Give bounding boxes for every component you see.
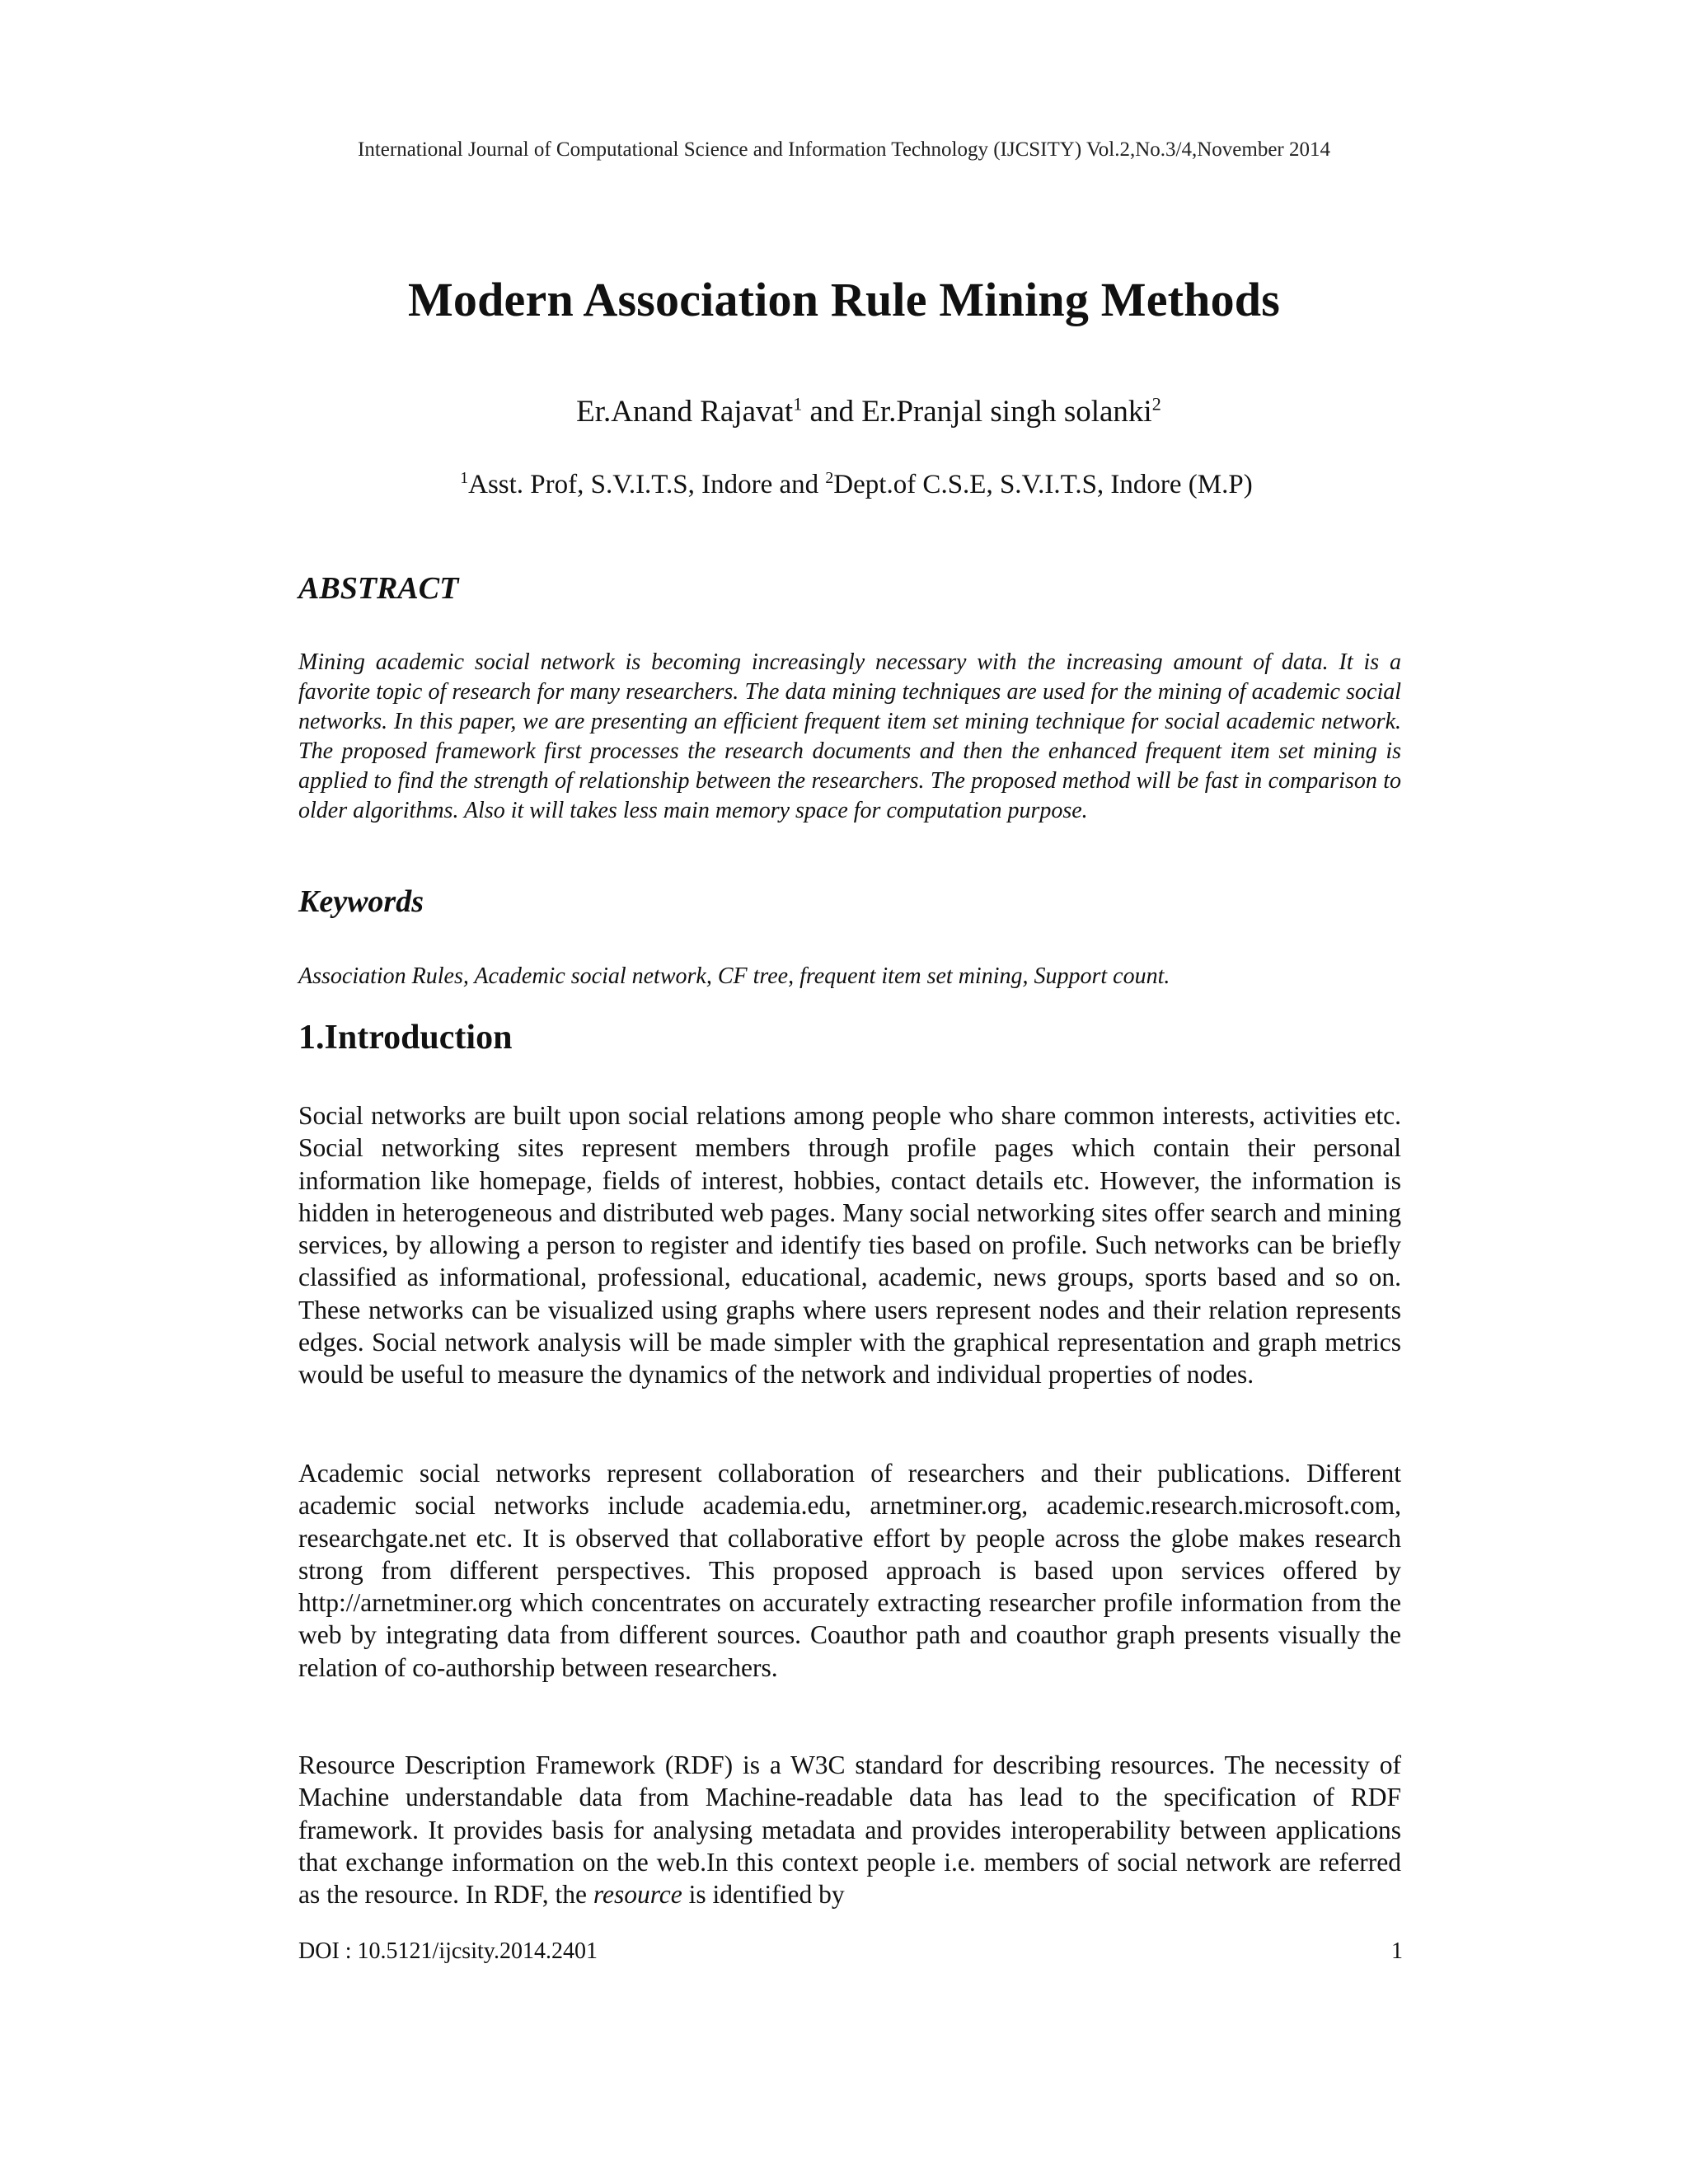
author-2-superscript: 2 <box>1151 393 1161 415</box>
abstract-text: Mining academic social network is becoming increasingly necessary with the increasing amount of data. It is a favorite topic of research for many researchers. The data mining techniques are used for the mining of academic social networks. In this paper, we are presenting an efficient frequent item set mining technique for social academic network. The proposed framework first processes the research documents and then the enhanced frequent item set mining is applied to find the strength of relationship between the researchers. The proposed method will be fast in comparison to older algorithms. Also it will takes less main memory space for computation purpose. <box>298 649 1401 823</box>
introduction-paragraph-3 <box>298 1749 1401 1910</box>
affiliation-1-superscript: 1 <box>460 469 469 487</box>
introduction-heading: 1.Introduction <box>298 1019 513 1057</box>
paper-title: Modern Association Rule Mining Methods <box>407 273 1281 326</box>
author-line <box>0 394 1688 429</box>
paragraph-3-emphasis: resource <box>593 1880 682 1910</box>
affiliation-1: Asst. Prof, S.V.I.T.S, Indore and <box>468 470 826 499</box>
introduction-paragraph-1: Social networks are built upon social relations among people who share common interests, activities etc. Social networking sites represent members through profile pages which contain their personal information like homepage, fields of interest, hobbies, contact details etc. However, the information is hidden in heterogeneous and distributed web pages. Many social networking sites offer search and mining services, by allowing a person to register and identify ties based on profile. Such networks can be briefly classified as informational, professional, educational, academic, news groups, sports based and so on. These networks can be visualized using graphs where users represent nodes and their relation represents edges. Social network analysis will be made simpler with the graphical representation and graph metrics would be useful to measure the dynamics of the network and individual properties of nodes. <box>298 1101 1401 1390</box>
affiliation-2-superscript: 2 <box>825 469 834 487</box>
affiliation-line <box>0 470 1688 500</box>
affiliation-2: Dept.of C.S.E, S.V.I.T.S, Indore (M.P) <box>833 470 1253 499</box>
keywords-text: Association Rules, Academic social network, CF tree, frequent item set mining, Support count. <box>298 963 1170 989</box>
introduction-paragraph-2: Academic social networks represent collaboration of researchers and their publications. Different academic social networks include academia.edu, arnetminer.org, academic.research.microsoft.com, researchgate.net etc. It is observed that collaborative effort by people across the globe makes research strong from different perspectives. This proposed approach is based upon services offered by http://arnetminer.org which concentrates on accurately extracting researcher profile information from the web by integrating data from different sources. Coauthor path and coauthor graph presents visually the relation of co-authorship between researchers. <box>298 1459 1401 1682</box>
author-1-superscript: 1 <box>793 393 803 415</box>
abstract-heading: ABSTRACT <box>298 571 459 606</box>
running-header: International Journal of Computational Science and Information Technology (IJCSITY) Vol.2,No.3/4,November 2014 <box>358 138 1330 161</box>
author-1: Er.Anand Rajavat <box>576 395 794 429</box>
keywords-heading: Keywords <box>298 884 424 919</box>
author-2: and Er.Pranjal singh solanki <box>802 395 1152 429</box>
footer-doi: DOI : 10.5121/ijcsity.2014.2401 <box>298 1938 598 1964</box>
paragraph-3-end: is identified by <box>682 1880 845 1910</box>
paragraph-3-text: Resource Description Framework (RDF) is a W3C standard for describing resources. The necessity of Machine understandable data from Machine-readable data has lead to the specification of RDF framework. It provides basis for analysing metadata and provides interoperability between applications that exchange information on the web.In this context people i.e. members of social network are referred as the resource. In RDF, the <box>298 1750 1401 1910</box>
page-number: 1 <box>1391 1938 1403 1964</box>
